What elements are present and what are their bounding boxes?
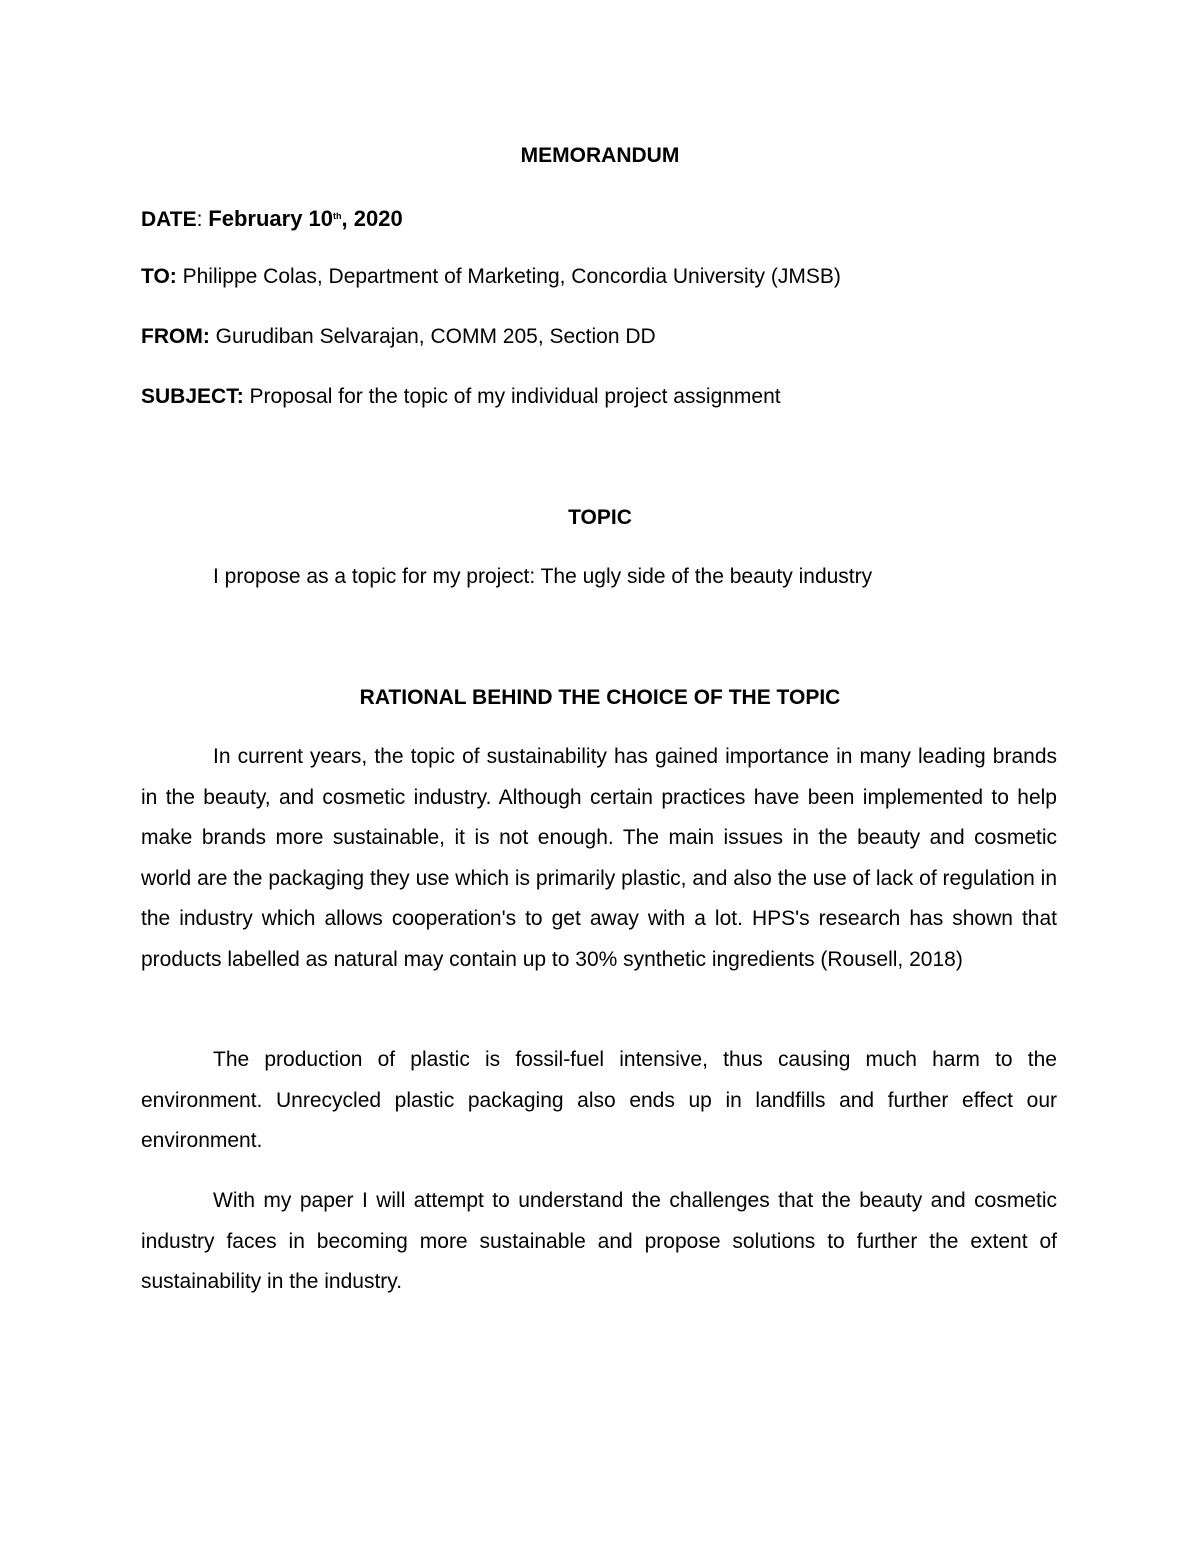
date-colon: : — [196, 208, 203, 231]
date-label: DATE — [141, 208, 197, 231]
topic-heading: TOPIC — [568, 506, 632, 529]
rationale-paragraph-2: The production of plastic is fossil-fuel intensive, thus causing much harm to the environment. Unrecycled plastic packaging also ends up in landfills and further effect our environment. — [141, 1048, 1057, 1153]
rationale-paragraph-3: With my paper I will attempt to understand the challenges that the beauty and cosmetic industry faces in becoming more sustainable and propose solutions to further the extent of sustainability in the industry. — [141, 1189, 1057, 1294]
date-superscript: th — [333, 211, 342, 221]
from-value: Gurudiban Selvarajan, COMM 205, Section DD — [209, 325, 656, 348]
subject-label: SUBJECT: — [141, 385, 244, 408]
from-label: FROM: — [141, 325, 210, 348]
to-line — [141, 264, 841, 290]
date-line — [141, 203, 403, 233]
memo-title: MEMORANDUM — [520, 144, 680, 167]
to-label: TO: — [141, 265, 177, 288]
rationale-paragraph-1: In current years, the topic of sustainability has gained importance in many leading brands in the beauty, and cosmetic industry. Although certain practices have been implemented to help make brands more sustainable, it is not enough. The main issues in the beauty and cosmetic world are the packaging they use which is primarily plastic, and also the use of lack of regulation in the industry which allows cooperation's to get away with a lot. HPS's research has shown that products labelled as natural may contain up to 30% synthetic ingredients (Rousell, 2018) — [141, 745, 1057, 971]
to-value: Philippe Colas, Department of Marketing, Concordia University (JMSB) — [176, 265, 841, 288]
from-line — [141, 324, 656, 350]
subject-line — [141, 384, 781, 410]
rationale-heading: RATIONAL BEHIND THE CHOICE OF THE TOPIC — [359, 686, 841, 709]
date-value — [208, 206, 402, 231]
date-day: February 10 — [208, 206, 334, 231]
date-year: , 2020 — [341, 206, 403, 231]
subject-value: Proposal for the topic of my individual project assignment — [243, 385, 781, 408]
topic-text: I propose as a topic for my project: The ugly side of the beauty industry — [213, 565, 873, 588]
